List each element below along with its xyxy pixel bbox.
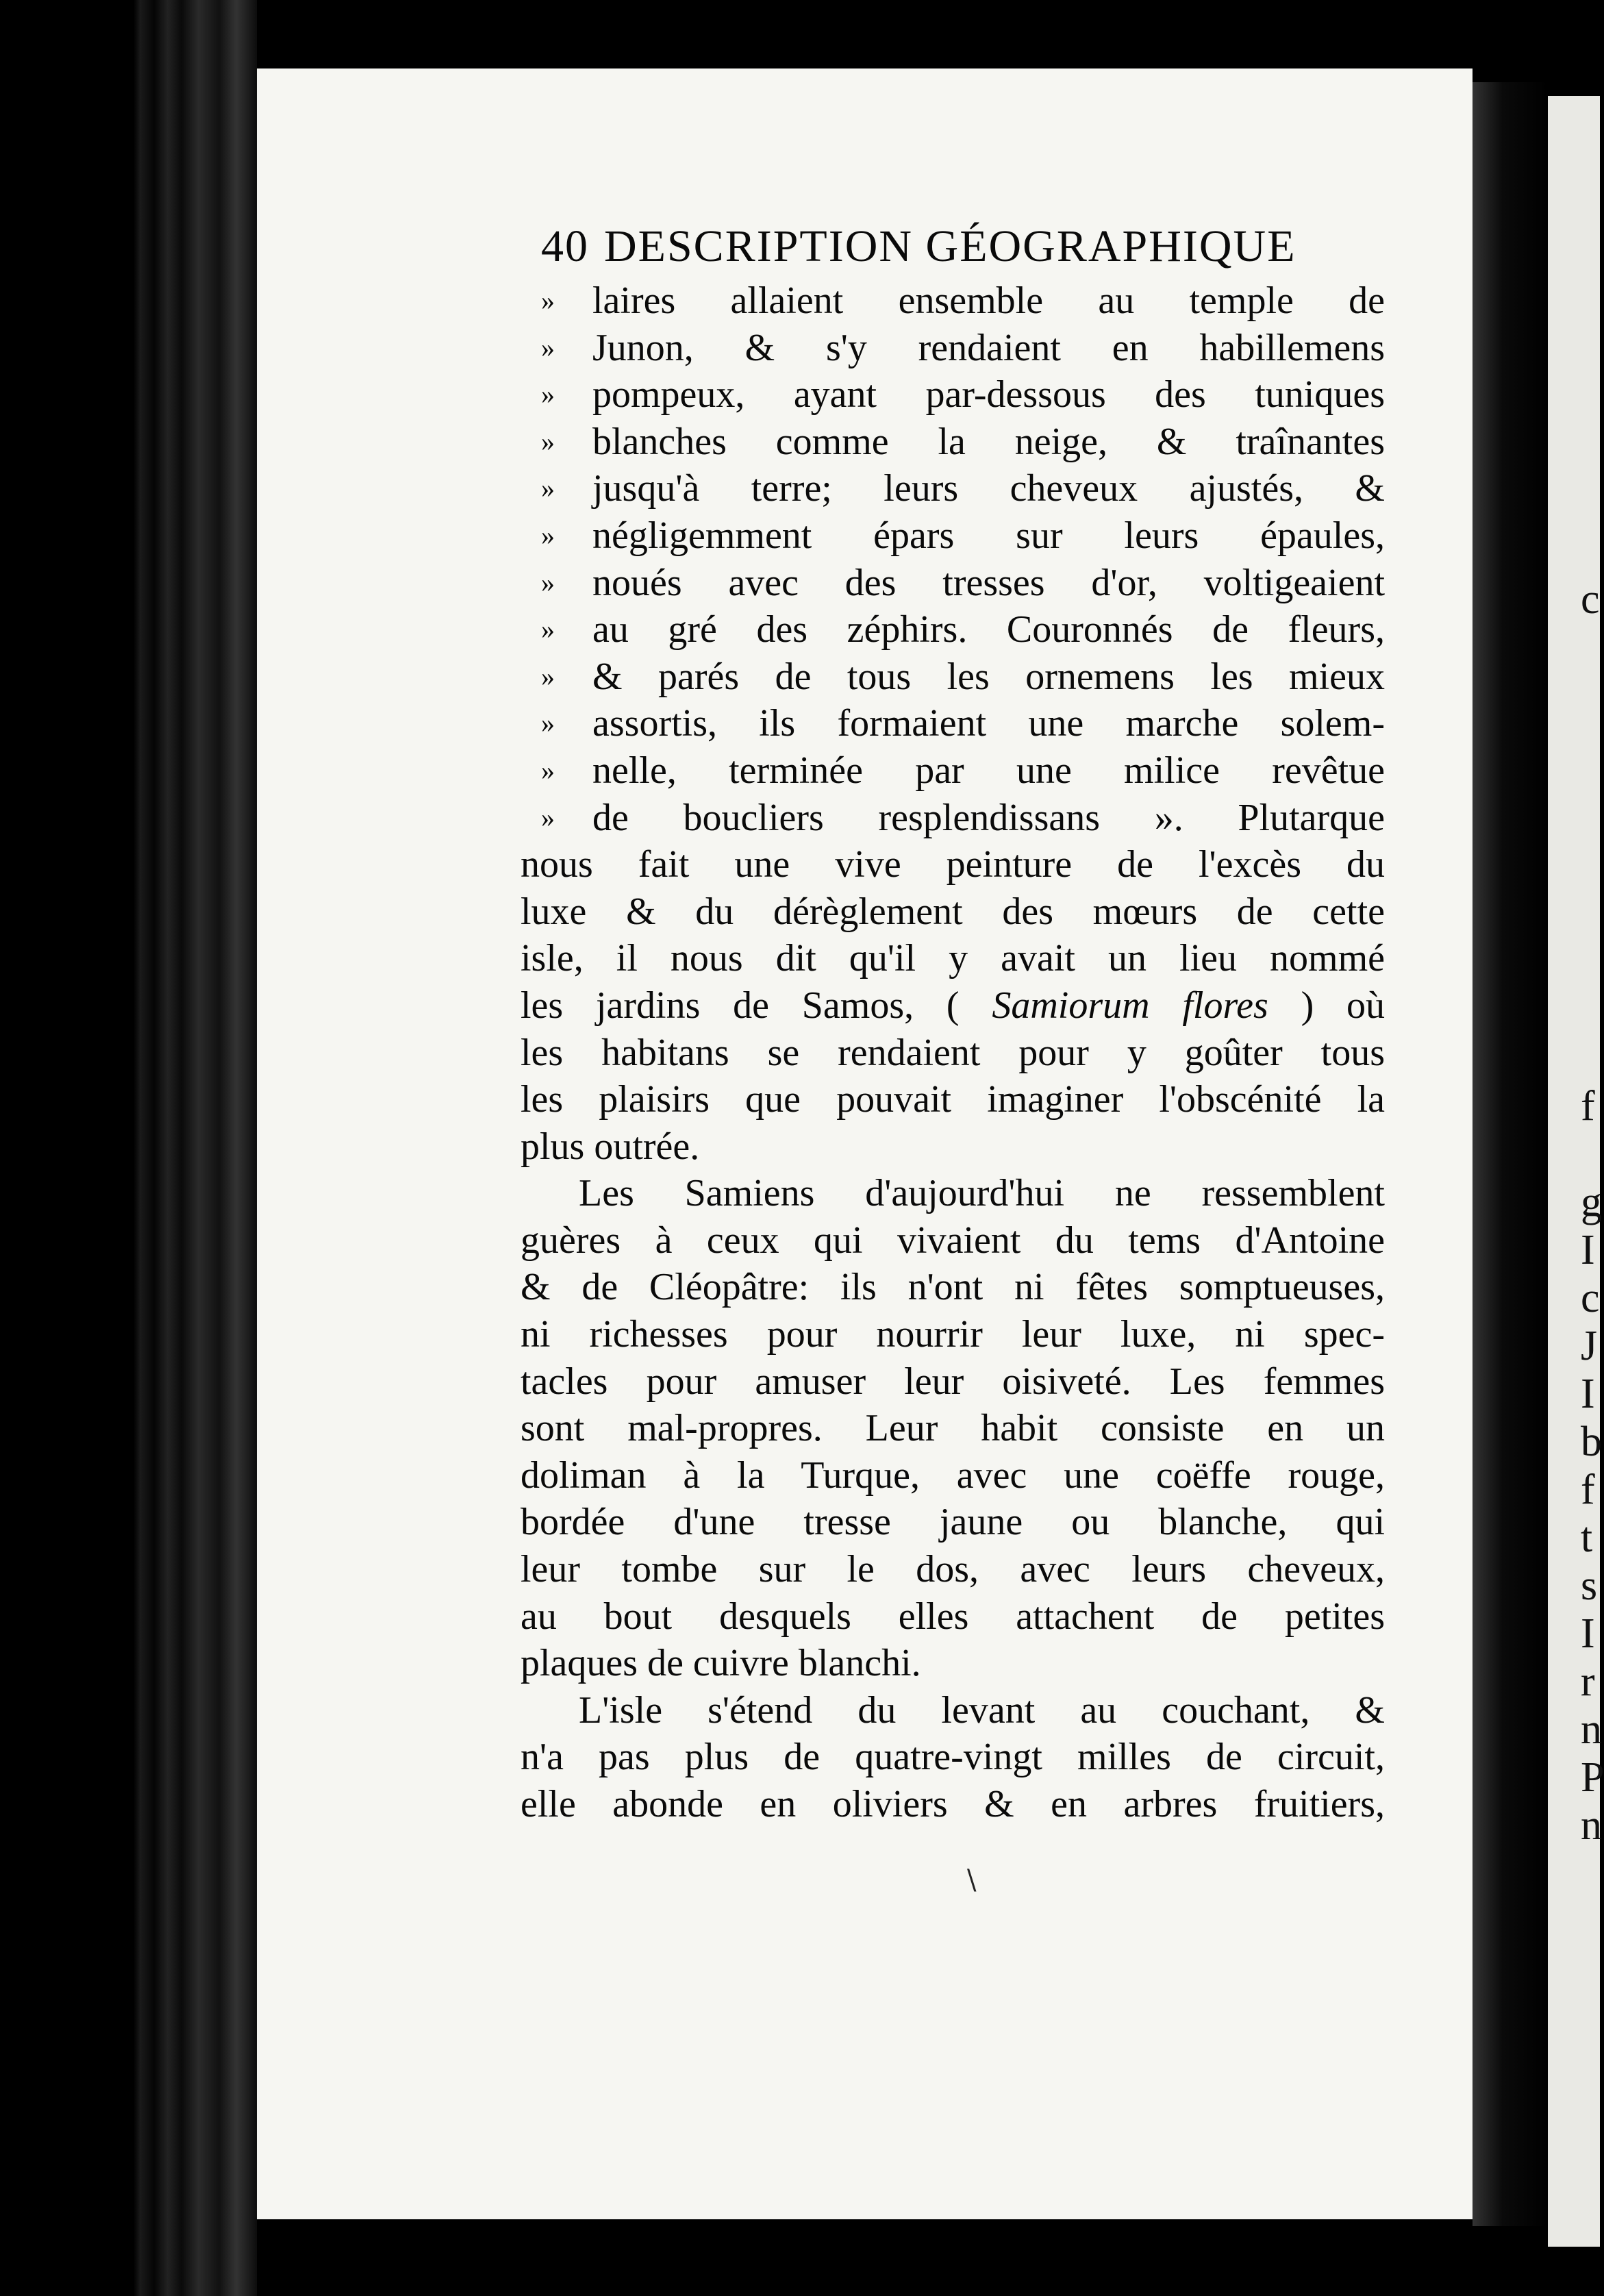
text-line: guères à ceux qui vivaient du tems d'Antoine — [521, 1219, 1385, 1262]
text-line: les jardins de Samos, ( Samiorum flores ) où — [521, 984, 1386, 1027]
text-line: ni richesses pour nourrir leur luxe, ni spec- — [521, 1313, 1385, 1356]
text-line: plaques de cuivre blanchi. — [521, 1642, 921, 1685]
text-line: n'a pas plus de quatre-vingt milles de circuit, — [521, 1736, 1385, 1779]
fragment: c — [1581, 1275, 1600, 1321]
text-line: » assortis, ils formaient une marche solem- — [521, 700, 1385, 747]
fragment: I — [1581, 1610, 1595, 1657]
running-head — [541, 221, 1390, 275]
text-line: » jusqu'à terre; leurs cheveux ajustés, & — [521, 465, 1385, 512]
fragment: s — [1581, 1562, 1598, 1609]
quote-mark: » — [541, 614, 555, 645]
fragment: I — [1581, 1227, 1595, 1273]
quote-mark: » — [541, 708, 555, 739]
text-line: » de boucliers resplendissans ». Plutarque — [521, 795, 1385, 842]
text-line: les plaisirs que pouvait imaginer l'obscénité la — [521, 1078, 1385, 1121]
fragment: c — [1581, 576, 1600, 623]
text-line: Les Samiens d'aujourd'hui ne ressemblent — [579, 1172, 1385, 1215]
running-head-title: DESCRIPTION GÉOGRAPHIQUE — [604, 221, 1296, 271]
text-line: isle, il nous dit qu'il y avait un lieu nommé — [521, 937, 1385, 980]
fragment: I — [1581, 1371, 1595, 1417]
fragment: g — [1581, 1179, 1602, 1225]
fragment: J — [1581, 1323, 1598, 1369]
text-line: nous fait une vive peinture de l'excès du — [521, 843, 1385, 886]
text-line: » & parés de tous les ornemens les mieux — [521, 653, 1385, 701]
italic-latin: Samiorum flores — [992, 984, 1268, 1027]
text-line: » Junon, & s'y rendaient en habillemens — [521, 325, 1385, 372]
quote-mark: » — [541, 332, 555, 363]
text-line: » pompeux, ayant par-dessous des tuniques — [521, 371, 1385, 419]
quote-mark: » — [541, 519, 555, 551]
quote-mark: » — [541, 566, 555, 598]
page-number: 40 — [541, 221, 589, 271]
quote-mark: » — [541, 473, 555, 504]
quote-mark: » — [541, 379, 555, 410]
page-body — [521, 277, 1385, 1828]
text-line: elle abonde en oliviers & en arbres fruitiers, — [521, 1783, 1385, 1825]
quote-mark: » — [541, 660, 555, 692]
fragment: f — [1581, 1083, 1595, 1130]
text-line: » noués avec des tresses d'or, voltigeaient — [521, 560, 1385, 607]
text-line: » négligemment épars sur leurs épaules, — [521, 512, 1385, 560]
text-line: tacles pour amuser leur oisiveté. Les femmes — [521, 1360, 1385, 1403]
fragment: r — [1581, 1658, 1595, 1705]
text-line: au bout desquels elles attachent de petites — [521, 1595, 1385, 1638]
text-line: » blanches comme la neige, & traînantes — [521, 419, 1385, 466]
text-line: doliman à la Turque, avec une coëffe rouge, — [521, 1453, 1385, 1497]
text-line: bordée d'une tresse jaune ou blanche, qui — [521, 1501, 1385, 1544]
fragment: t — [1581, 1514, 1593, 1561]
book-edge-left — [0, 0, 257, 2296]
text-line: sont mal-propres. Leur habit consiste en un — [521, 1407, 1385, 1450]
text-line: » nelle, terminée par une milice revêtue — [521, 747, 1385, 795]
book-gutter — [1473, 82, 1548, 2226]
text-line: » au gré des zéphirs. Couronnés de fleurs, — [521, 606, 1385, 653]
text-line: » laires allaient ensemble au temple de — [521, 277, 1385, 325]
quote-mark: » — [541, 801, 555, 833]
fragment: b — [1581, 1419, 1602, 1465]
fragment: n — [1581, 1802, 1602, 1849]
print-mark: \ — [967, 1864, 977, 1896]
text-line: & de Cléopâtre: ils n'ont ni fêtes somptueuses, — [521, 1266, 1385, 1309]
quote-mark: » — [541, 285, 555, 316]
facing-page-fragments — [1575, 0, 1604, 2296]
quote-mark: » — [541, 425, 555, 457]
text-line: luxe & du dérèglement des mœurs de cette — [521, 890, 1385, 933]
text-line: plus outrée. — [521, 1125, 700, 1168]
text-line: L'isle s'étend du levant au couchant, & — [579, 1688, 1385, 1732]
fragment: f — [1581, 1467, 1595, 1513]
fragment: P — [1581, 1754, 1604, 1801]
fragment: n — [1581, 1706, 1602, 1753]
text-line: leur tombe sur le dos, avec leurs cheveux, — [521, 1548, 1385, 1591]
quote-mark: » — [541, 754, 555, 786]
text-line: les habitans se rendaient pour y goûter tous — [521, 1031, 1385, 1074]
